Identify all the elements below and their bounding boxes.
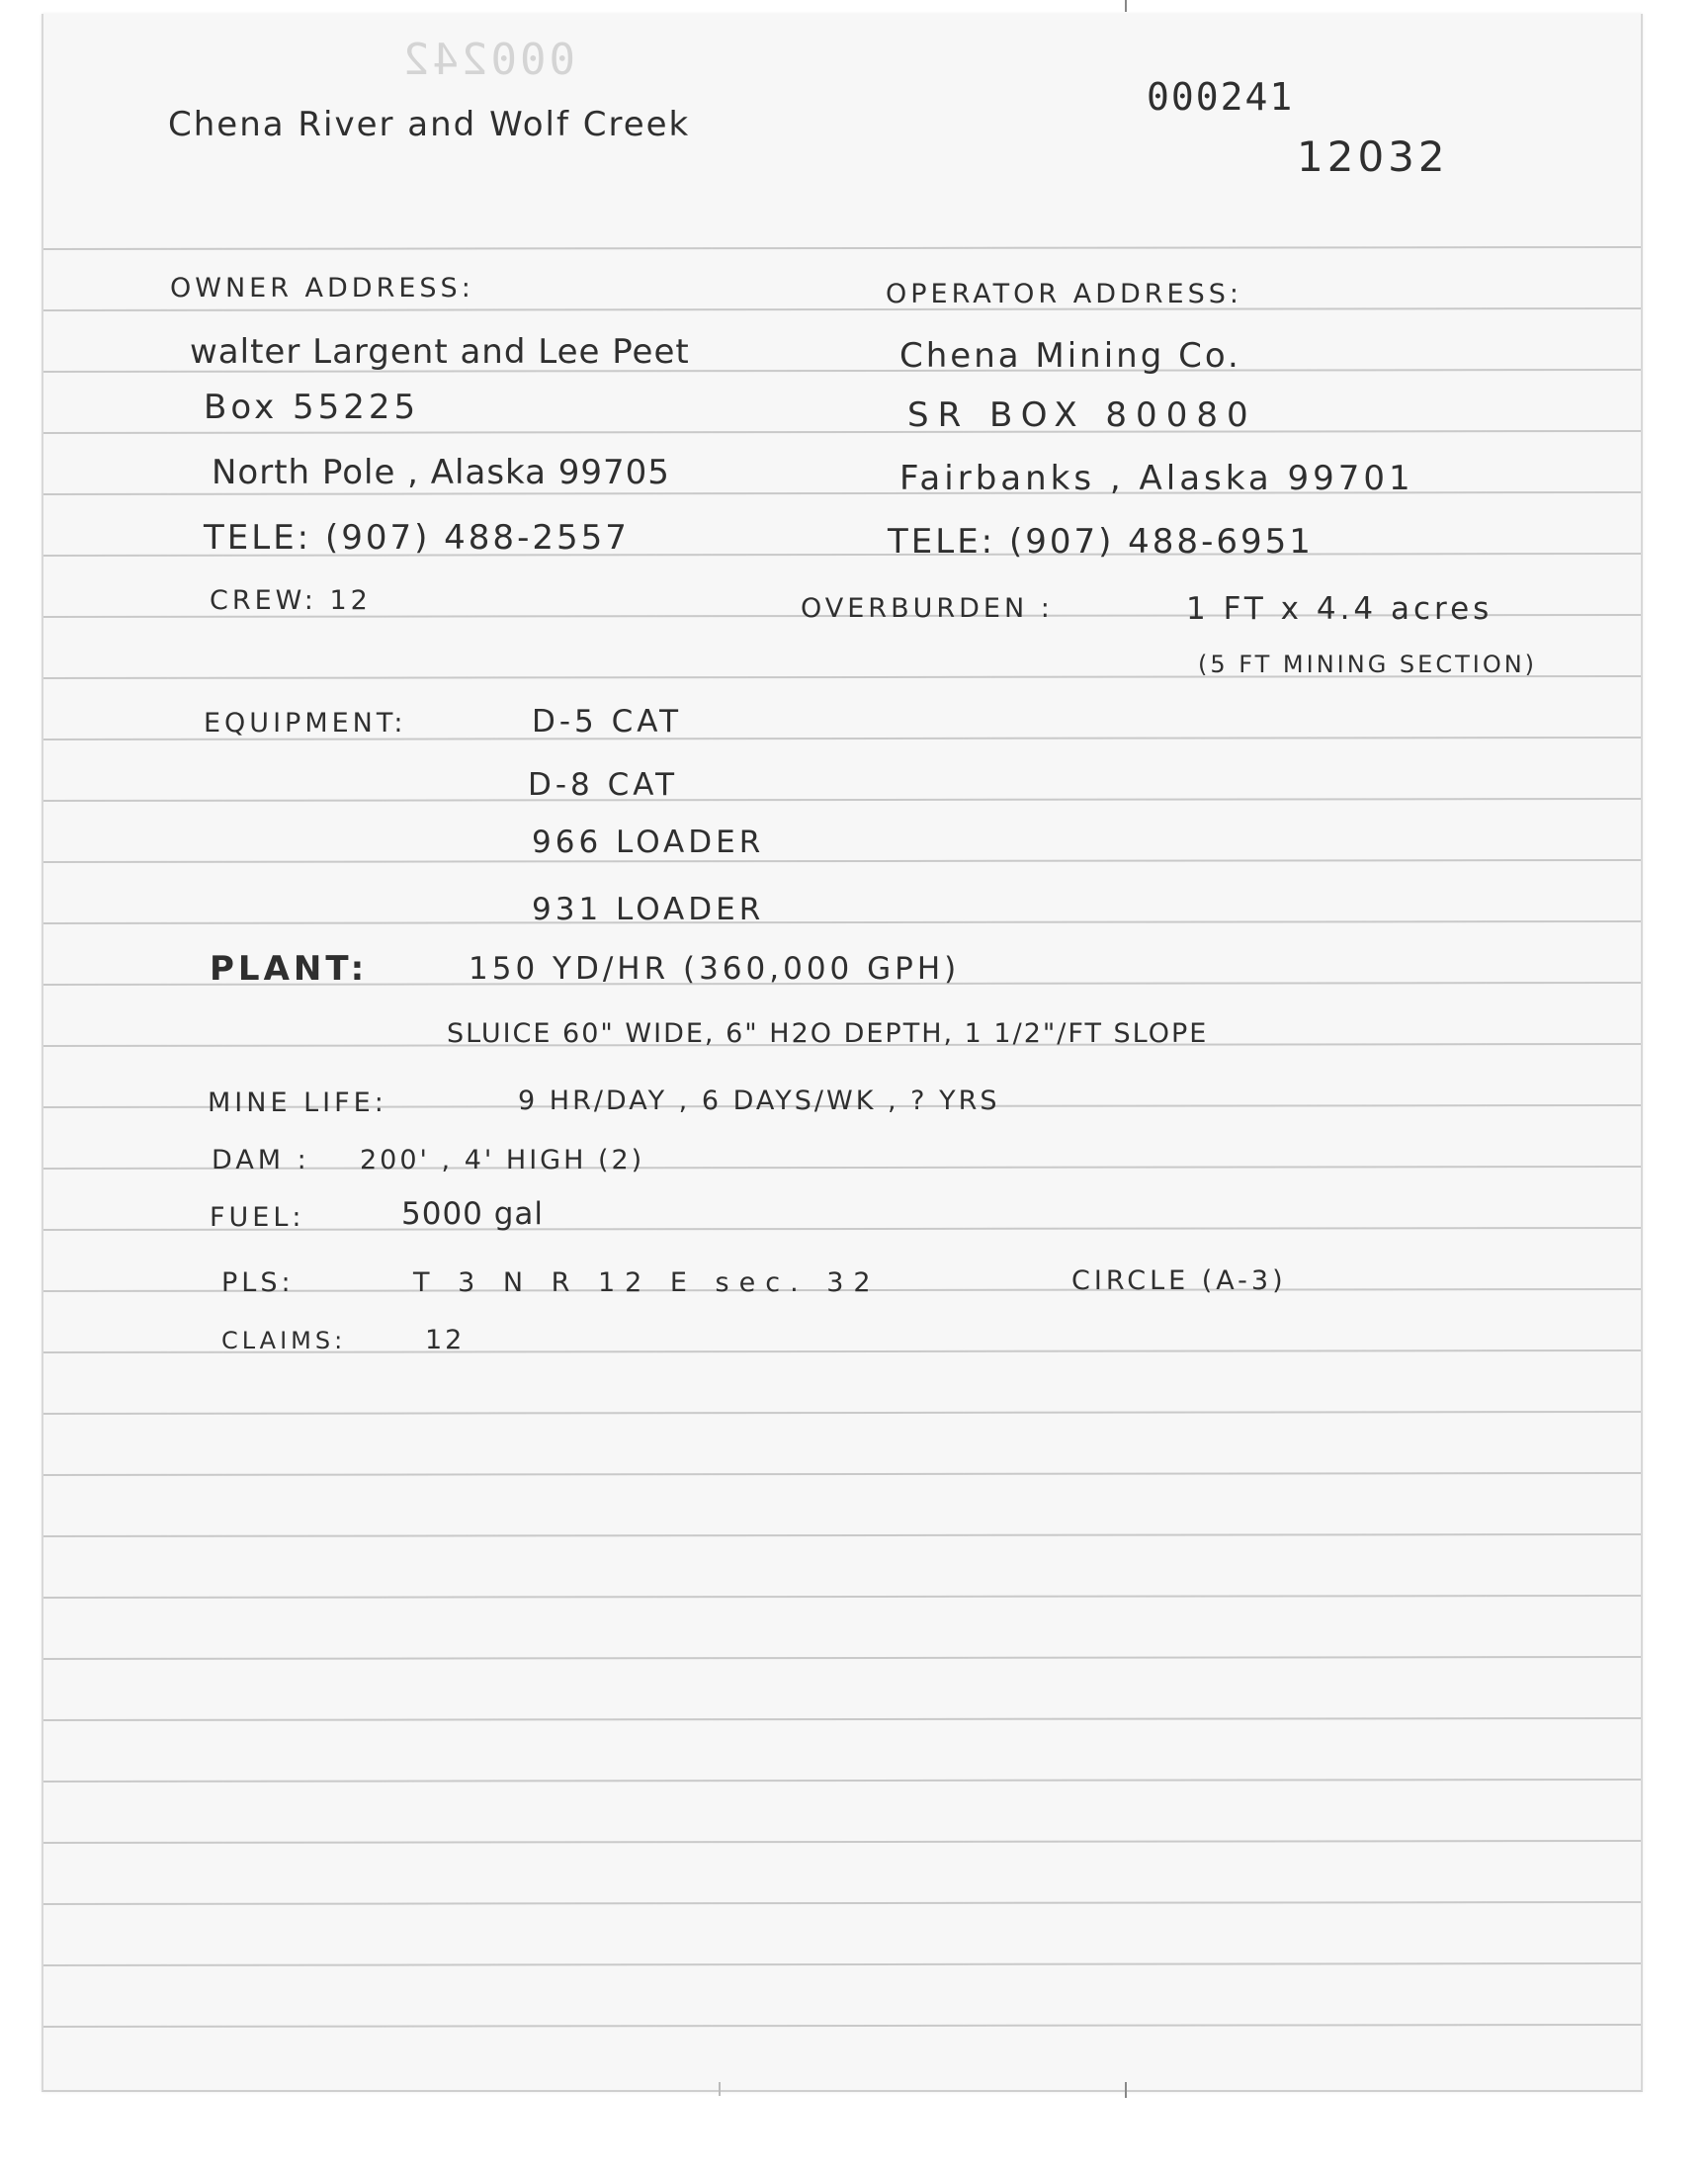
equipment-item: D-5 CAT [532,704,683,740]
equipment-item: D-8 CAT [528,767,679,803]
equipment-item: 966 LOADER [532,825,765,860]
stamp-number: 000241 [1147,75,1295,119]
notebook-page [42,14,1643,2092]
operator-heading: OPERATOR ADDRESS: [886,279,1242,309]
equipment-item: 931 LOADER [532,892,765,927]
owner-telephone: TELE: (907) 488-2557 [204,518,630,558]
binding-mark-top [1125,0,1127,12]
operator-telephone: TELE: (907) 488-6951 [888,522,1314,562]
fuel-label: FUEL: [210,1202,305,1233]
owner-crew: CREW: 12 [210,585,372,616]
claims-value: 12 [425,1325,466,1355]
claims-label: CLAIMS: [221,1327,347,1354]
overburden-label: OVERBURDEN : [801,593,1054,624]
equipment-label: EQUIPMENT: [204,708,407,739]
overburden-value: 1 FT x 4.4 acres [1186,591,1494,627]
operator-box: SR BOX 80080 [907,395,1257,435]
owner-heading: OWNER ADDRESS: [170,273,474,304]
pls-circle: CIRCLE (A-3) [1071,1265,1287,1296]
overburden-note: (5 FT MINING SECTION) [1198,651,1538,678]
mine-life-value: 9 HR/DAY , 6 DAYS/WK , ? YRS [518,1086,1000,1116]
page-title: Chena River and Wolf Creek [168,105,691,144]
owner-city: North Pole , Alaska 99705 [212,453,670,492]
mirrored-bleed-through-number: 000242 [400,35,575,85]
binding-mark-bottom-left [719,2082,721,2096]
pls-value: T 3 N R 12 E sec. 32 [413,1267,881,1298]
file-number: 12032 [1297,132,1449,181]
pls-label: PLS: [221,1267,295,1298]
operator-name: Chena Mining Co. [899,336,1241,376]
mine-life-label: MINE LIFE: [208,1088,387,1118]
owner-box: Box 55225 [204,388,420,427]
binding-mark-bottom [1125,2082,1127,2098]
plant-rate: 150 YD/HR (360,000 GPH) [469,951,961,987]
ruled-lines [43,14,1641,2090]
fuel-value: 5000 gal [401,1196,545,1232]
owner-name: walter Largent and Lee Peet [190,332,690,372]
dam-value: 200' , 4' HIGH (2) [360,1145,645,1175]
operator-city: Fairbanks , Alaska 99701 [899,459,1414,498]
dam-label: DAM : [212,1145,310,1175]
plant-sluice: SLUICE 60" WIDE, 6" H2O DEPTH, 1 1/2"/FT SLOPE [447,1018,1209,1049]
plant-label: PLANT: [210,949,369,989]
